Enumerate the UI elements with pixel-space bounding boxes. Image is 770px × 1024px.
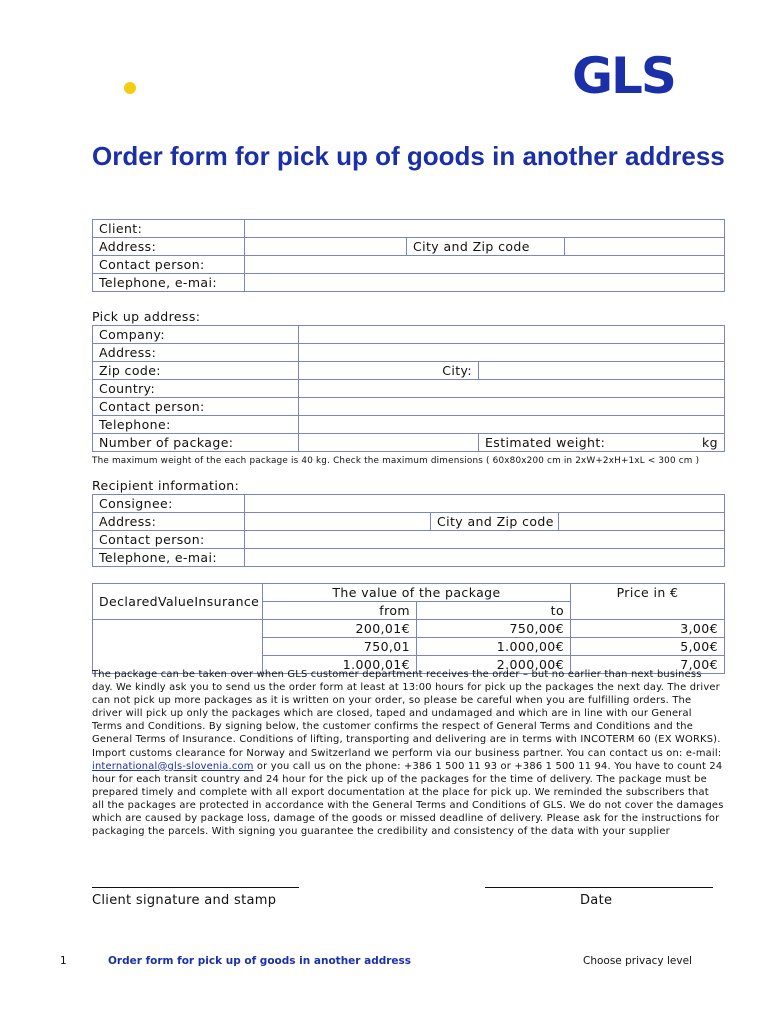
insurance-to-header: to <box>417 602 571 620</box>
recipient-address-label: Address: <box>93 513 245 531</box>
pickup-phone-label: Telephone: <box>93 416 299 434</box>
pickup-weight-label: Estimated weight: <box>485 435 606 450</box>
date-line[interactable] <box>485 887 713 888</box>
client-field[interactable] <box>245 220 725 238</box>
recipient-city-zip-field[interactable] <box>559 513 725 531</box>
insurance-from-header: from <box>263 602 417 620</box>
pickup-company-field[interactable] <box>299 326 725 344</box>
client-city-zip-label: City and Zip code <box>407 238 565 256</box>
insurance-table <box>92 583 725 674</box>
insurance-from: 200,01€ <box>263 620 417 638</box>
contact-email-link[interactable]: international@gls-slovenia.com <box>92 760 254 772</box>
client-contact-label: Contact person: <box>93 256 245 274</box>
pickup-weight-unit: kg <box>702 435 719 450</box>
insurance-from: 750,01 <box>263 638 417 656</box>
client-signature-label: Client signature and stamp <box>92 893 277 908</box>
recipient-phone-field[interactable] <box>245 549 725 567</box>
gls-logo <box>572 47 712 105</box>
pickup-section-label: Pick up address: <box>92 309 201 324</box>
client-address-label: Address: <box>93 238 245 256</box>
terms-paragraph <box>92 668 724 838</box>
recipient-phone-label: Telephone, e-mai: <box>93 549 245 567</box>
client-address-field[interactable] <box>245 238 407 256</box>
client-phone-field[interactable] <box>245 274 725 292</box>
client-phone-label: Telephone, e-mai: <box>93 274 245 292</box>
footer-page-number: 1 <box>60 955 67 967</box>
pickup-company-label: Company: <box>93 326 299 344</box>
client-signature-line[interactable] <box>92 887 299 888</box>
date-label: Date <box>580 893 613 908</box>
weight-note: The maximum weight of the each package is 40 kg. Check the maximum dimensions ( 60x80x200 cm in 2xW+2xH+1xL < 300 cm ) <box>92 456 700 466</box>
pickup-country-field[interactable] <box>299 380 725 398</box>
pickup-country-label: Country: <box>93 380 299 398</box>
recipient-contact-label: Contact person: <box>93 531 245 549</box>
recipient-table <box>92 494 725 567</box>
insurance-price: 3,00€ <box>571 620 725 638</box>
terms-text-part1: The package can be taken over when GLS customer department receives the order – but no earlier than next business day. We kindly ask you to send us the order form at least at 13:00 hours for pick up the packages the next day. The driver can not pick up more packages as it is written on your order, so please be careful when you are fulfilling orders. The driver will pick up only the packages which are closed, taped and undamaged and which are in line with our General Terms and Conditions. By signing below, the customer confirms the respect of General Terms and Conditions and the General Terms of Insurance. Conditions of lifting, transporting and delivering are in terms with INCOTERM 60 (EX WORKS). Import customs clearance for Norway and Switzerland we perform via our business partner. You can contact us on: e-mail: <box>92 669 722 759</box>
footer-privacy-level[interactable]: Choose privacy level <box>583 955 692 967</box>
insurance-price: 7,00€ <box>571 656 725 674</box>
insurance-value-header: The value of the package <box>263 584 571 602</box>
pickup-zip-label: Zip code: <box>93 362 299 380</box>
pickup-table <box>92 325 725 452</box>
terms-text-part2: or you call us on the phone: +386 1 500 11 93 or +386 1 500 11 94. You have to count 24 hour for each transit country and 24 hour for the pick up of the packages for the time of delivery. The package must be prepared timely and complete with all export documentation at the place for pick up. We reminded the subscribers that all the packages are protected in accordance with the General Terms and Conditions of GLS. We do not cover the damages which are caused by package loss, damage of the goods or missed deadline of delivery. Please ask for the instructions for packaging the parcels. With signing you guarantee the credibility and consistency of the data with your supplier <box>92 760 724 838</box>
pickup-address-label: Address: <box>93 344 299 362</box>
footer-title: Order form for pick up of goods in another address <box>108 955 412 967</box>
recipient-section-label: Recipient information: <box>92 478 240 493</box>
pickup-contact-field[interactable] <box>299 398 725 416</box>
page-title: Order form for pick up of goods in another address <box>92 141 725 171</box>
recipient-contact-field[interactable] <box>245 531 725 549</box>
insurance-to: 2.000,00€ <box>417 656 571 674</box>
pickup-phone-field[interactable] <box>299 416 725 434</box>
insurance-price: 5,00€ <box>571 638 725 656</box>
pickup-weight-cell[interactable] <box>479 434 725 452</box>
client-table <box>92 219 725 292</box>
client-contact-field[interactable] <box>245 256 725 274</box>
insurance-label-spacer <box>93 620 263 674</box>
pickup-address-field[interactable] <box>299 344 725 362</box>
recipient-address-field[interactable] <box>245 513 431 531</box>
pickup-packages-field[interactable] <box>299 434 479 452</box>
insurance-to: 1.000,00€ <box>417 638 571 656</box>
recipient-city-zip-label: City and Zip code <box>431 513 559 531</box>
recipient-consignee-label: Consignee: <box>93 495 245 513</box>
gls-logo-text: GLS <box>572 47 675 105</box>
pickup-city-label: City: <box>299 362 479 380</box>
insurance-to: 750,00€ <box>417 620 571 638</box>
client-label: Client: <box>93 220 245 238</box>
insurance-from: 1.000,01€ <box>263 656 417 674</box>
insurance-price-header: Price in € <box>571 584 725 620</box>
insurance-row <box>93 620 725 638</box>
recipient-consignee-field[interactable] <box>245 495 725 513</box>
pickup-packages-label: Number of package: <box>93 434 299 452</box>
gls-logo-dot <box>124 82 136 94</box>
pickup-city-field[interactable] <box>479 362 725 380</box>
insurance-label: DeclaredValueInsurance <box>93 584 263 620</box>
client-city-zip-field[interactable] <box>565 238 725 256</box>
pickup-contact-label: Contact person: <box>93 398 299 416</box>
